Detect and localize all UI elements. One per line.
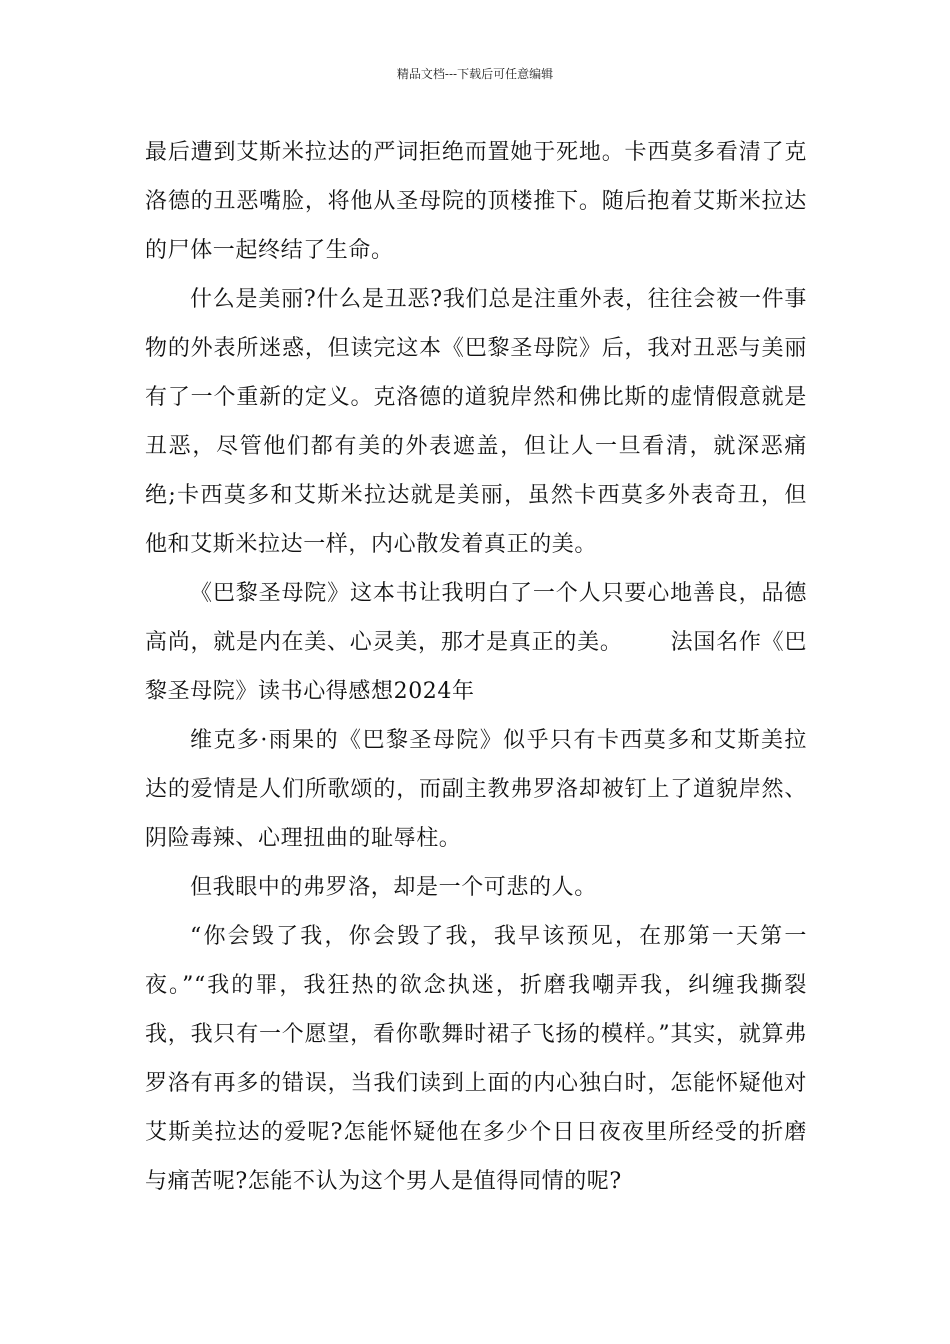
paragraph-5: 但我眼中的弗罗洛，却是一个可悲的人。 bbox=[190, 875, 597, 900]
paragraph-3 bbox=[145, 569, 807, 716]
paragraph-1: 最后遭到艾斯米拉达的严词拒绝而置她于死地。卡西莫多看清了克洛德的丑恶嘴脸，将他从圣母院的顶楼推下。随后抱着艾斯米拉达的尸体一起终结了生命。 bbox=[145, 140, 807, 263]
document-body bbox=[145, 128, 807, 1206]
article-title: 法国名作《巴黎圣母院》读书心得感想2024年 bbox=[145, 630, 807, 704]
paragraph-2: 什么是美丽?什么是丑恶?我们总是注重外表，往往会被一件事物的外表所迷惑，但读完这本《巴黎圣母院》后，我对丑恶与美丽有了一个重新的定义。克洛德的道貌岸然和佛比斯的虚情假意就是丑恶，尽管他们都有美的外表遮盖，但让人一旦看清，就深恶痛绝;卡西莫多和艾斯米拉达就是美丽，虽然卡西莫多外表奇丑，但他和艾斯米拉达一样，内心散发着真正的美。 bbox=[145, 287, 807, 557]
paragraph-4: 维克多·雨果的《巴黎圣母院》似乎只有卡西莫多和艾斯美拉达的爱情是人们所歌颂的，而副主教弗罗洛却被钉上了道貌岸然、阴险毒辣、心理扭曲的耻辱柱。 bbox=[145, 728, 807, 851]
paragraph-3-text: 《巴黎圣母院》这本书让我明白了一个人只要心地善良，品德高尚，就是内在美、心灵美，那才是真正的美。 bbox=[145, 581, 807, 655]
paragraph-6: “你会毁了我，你会毁了我，我早该预见，在那第一天第一夜。”“我的罪，我狂热的欲念执迷，折磨我嘲弄我，纠缠我撕裂我，我只有一个愿望，看你歌舞时裙子飞扬的模样。”其实，就算弗罗洛有再多的错误，当我们读到上面的内心独白时，怎能怀疑他对艾斯美拉达的爱呢?怎能怀疑他在多少个日日夜夜里所经受的折磨与痛苦呢?怎能不认为这个男人是值得同情的呢? bbox=[145, 924, 807, 1194]
page-header: 精品文档---下载后可任意编辑 bbox=[396, 67, 554, 81]
